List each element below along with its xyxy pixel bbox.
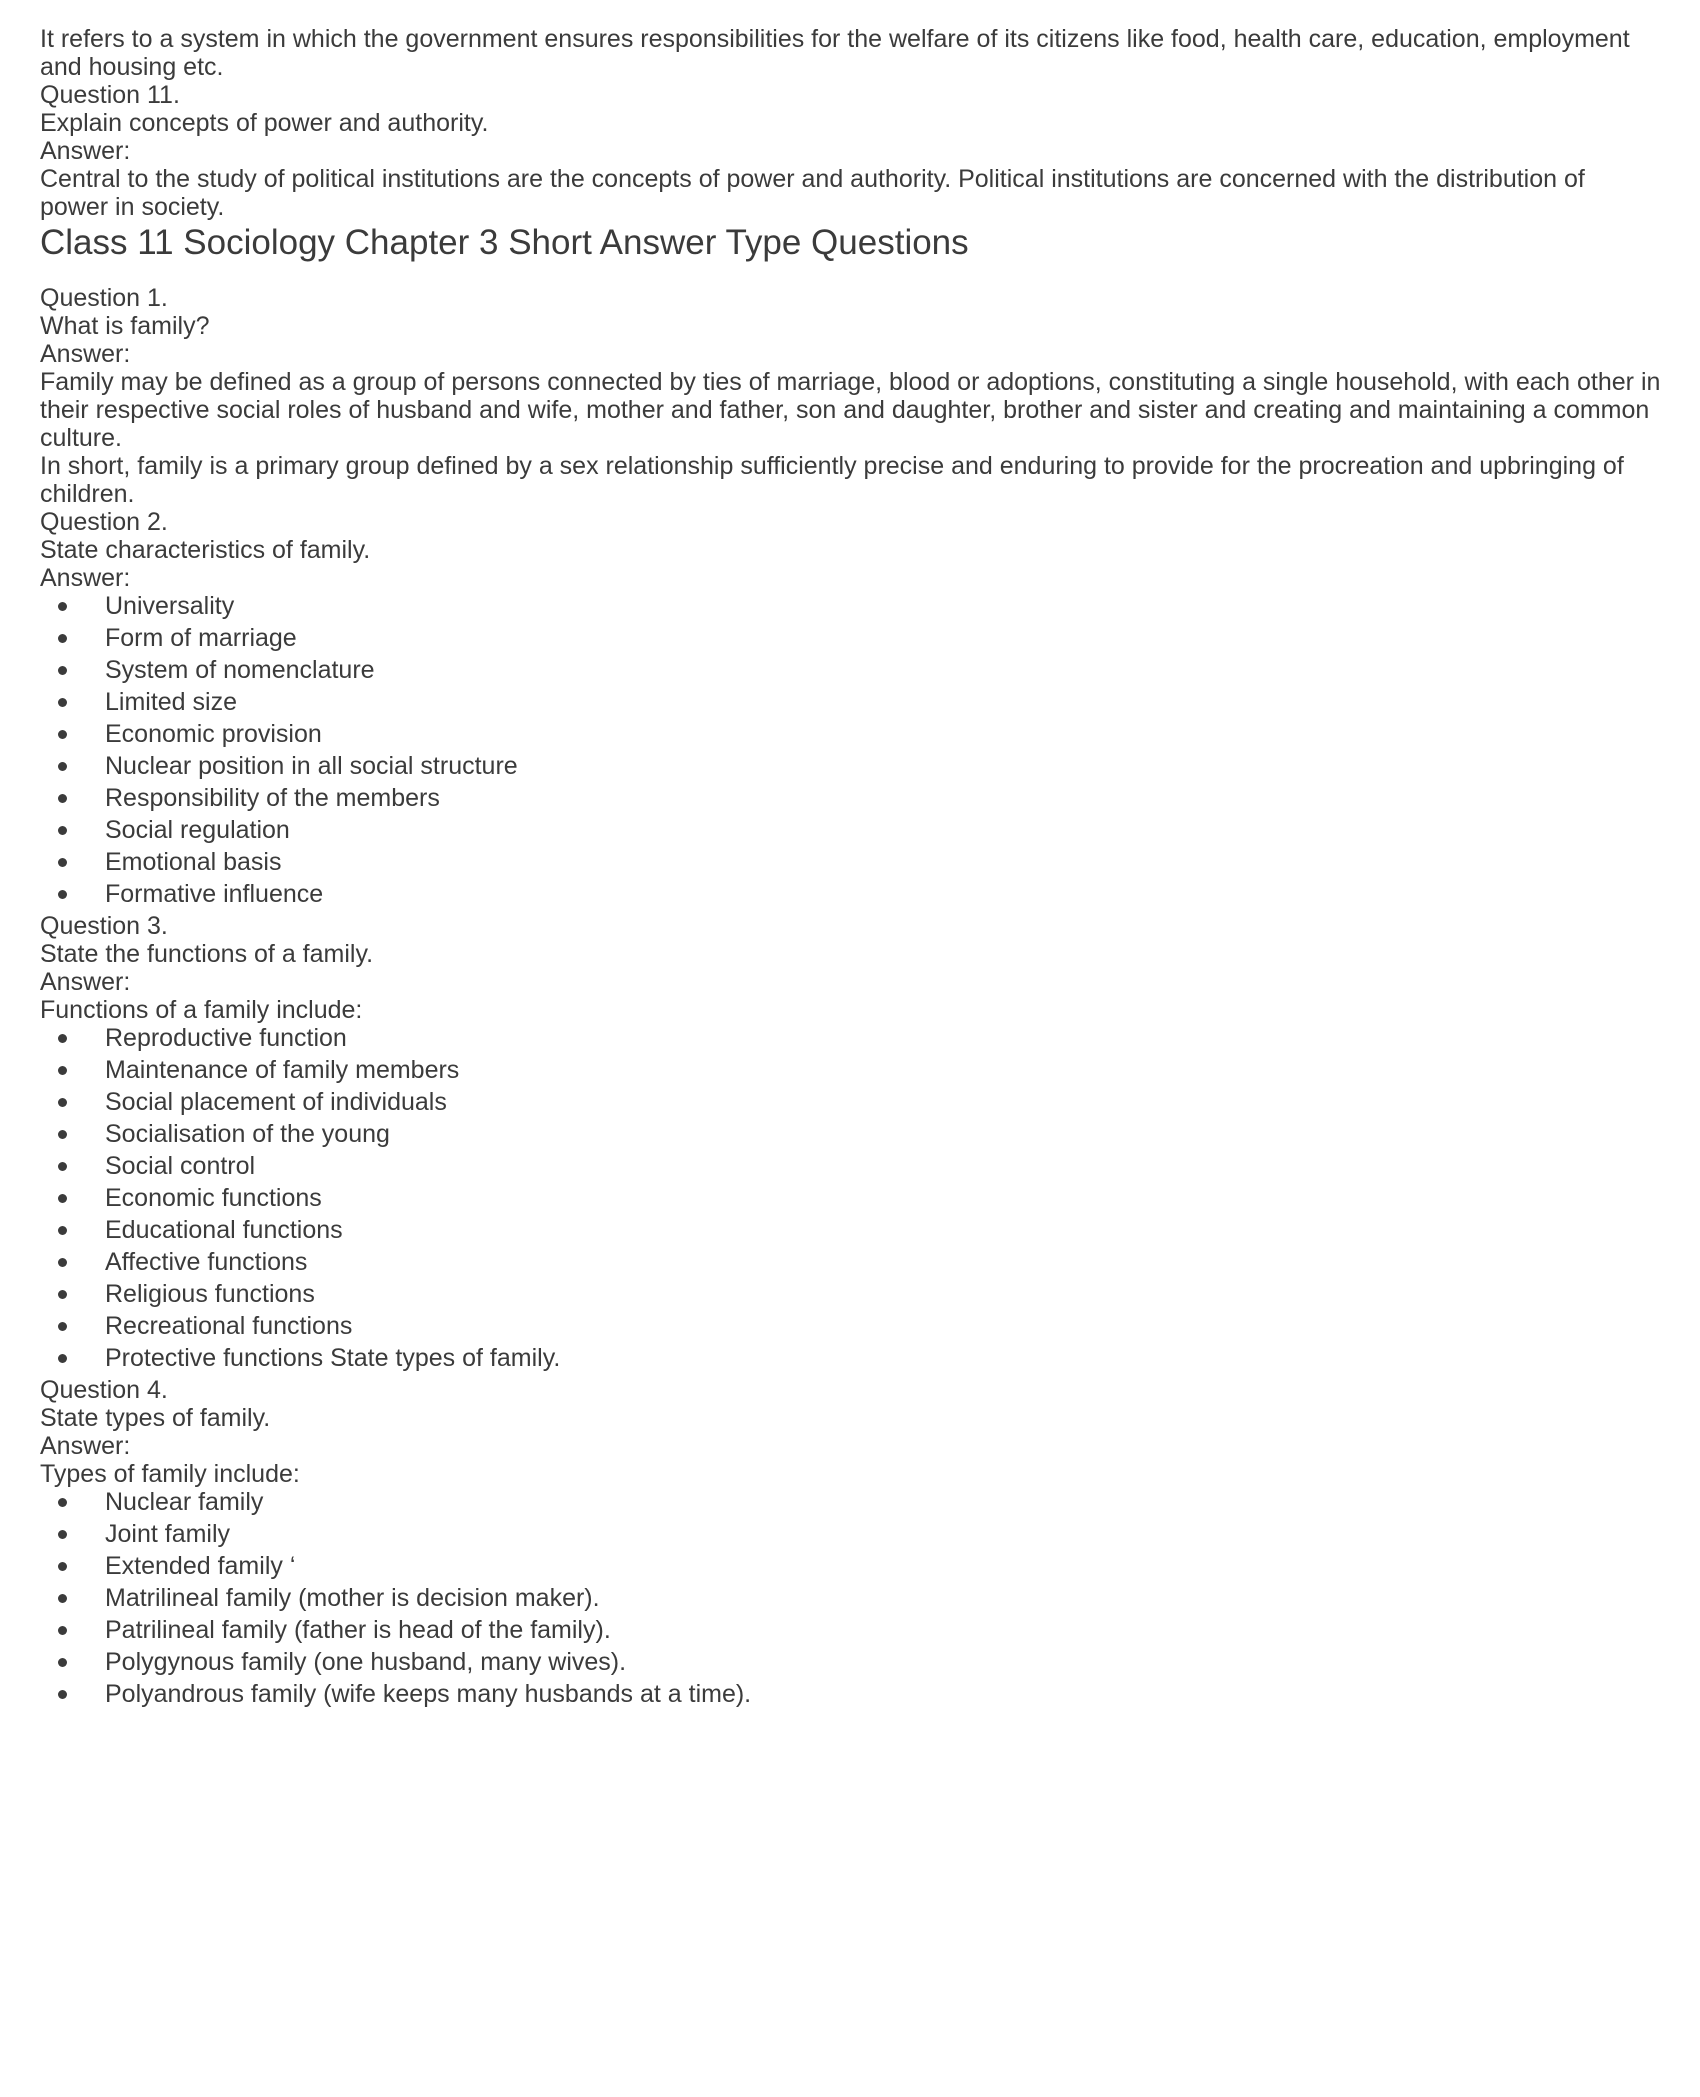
question-block-3 [40, 912, 1660, 1024]
list-item: Recreational functions [40, 1312, 1660, 1340]
bullet-list-family-types [40, 1488, 1660, 1708]
question-text: Explain concepts of power and authority. [40, 109, 489, 137]
list-item: Joint family [40, 1520, 1660, 1548]
answer-line: Functions of a family include: [40, 996, 363, 1024]
list-item: System of nomenclature [40, 656, 1660, 684]
list-item: Affective functions [40, 1248, 1660, 1276]
paragraph-welfare-definition [40, 25, 1660, 81]
question-text: State types of family. [40, 1404, 271, 1432]
list-item: Form of marriage [40, 624, 1660, 652]
answer-line: Family may be defined as a group of persons connected by ties of marriage, blood or adoptions, constituting a single household, with each other in [40, 368, 1661, 396]
list-item: Economic functions [40, 1184, 1660, 1212]
answer-label: Answer: [40, 137, 131, 165]
list-item: Formative influence [40, 880, 1660, 908]
question-text: State the functions of a family. [40, 940, 374, 968]
list-item: Reproductive function [40, 1024, 1660, 1052]
list-item: Nuclear family [40, 1488, 1660, 1516]
list-item: Socialisation of the young [40, 1120, 1660, 1148]
answer-line: culture. [40, 424, 122, 452]
question-label: Question 3. [40, 912, 168, 940]
list-item: Emotional basis [40, 848, 1660, 876]
answer-line: Central to the study of political institutions are the concepts of power and authority. Political institutions are concerned with the distribution of [40, 165, 1585, 193]
list-item: Limited size [40, 688, 1660, 716]
list-item: Educational functions [40, 1216, 1660, 1244]
list-item: Social placement of individuals [40, 1088, 1660, 1116]
list-item: Responsibility of the members [40, 784, 1660, 812]
question-label: Question 1. [40, 284, 168, 312]
question-label: Question 11. [40, 81, 180, 109]
answer-line: power in society. [40, 193, 225, 221]
question-block-4 [40, 1376, 1660, 1488]
list-item: Patrilineal family (father is head of the family). [40, 1616, 1660, 1644]
answer-line: In short, family is a primary group defined by a sex relationship sufficiently precise and enduring to provide for the procreation and upbringing of [40, 452, 1624, 480]
question-block-11 [40, 81, 1660, 221]
answer-label: Answer: [40, 968, 131, 996]
list-item: Social control [40, 1152, 1660, 1180]
list-item: Social regulation [40, 816, 1660, 844]
question-block-2 [40, 508, 1660, 592]
question-text: What is family? [40, 312, 210, 340]
answer-line: children. [40, 480, 135, 508]
question-label: Question 4. [40, 1376, 168, 1404]
list-item: Protective functions State types of family. [40, 1344, 1660, 1372]
bullet-list-family-functions [40, 1024, 1660, 1372]
list-item: Religious functions [40, 1280, 1660, 1308]
list-item: Universality [40, 592, 1660, 620]
list-item: Maintenance of family members [40, 1056, 1660, 1084]
list-item: Economic provision [40, 720, 1660, 748]
section-heading: Class 11 Sociology Chapter 3 Short Answer Type Questions [40, 223, 969, 262]
list-item: Polygynous family (one husband, many wives). [40, 1648, 1660, 1676]
question-text: State characteristics of family. [40, 536, 371, 564]
text-line: It refers to a system in which the government ensures responsibilities for the welfare of its citizens like food, health care, education, employment [40, 25, 1630, 53]
question-block-1 [40, 284, 1660, 508]
text-line: and housing etc. [40, 53, 224, 81]
answer-label: Answer: [40, 564, 131, 592]
answer-line: their respective social roles of husband and wife, mother and father, son and daughter, brother and sister and creating and maintaining a common [40, 396, 1650, 424]
list-item: Matrilineal family (mother is decision maker). [40, 1584, 1660, 1612]
list-item: Extended family ‘ [40, 1552, 1660, 1580]
list-item: Polyandrous family (wife keeps many husbands at a time). [40, 1680, 1660, 1708]
list-item: Nuclear position in all social structure [40, 752, 1660, 780]
bullet-list-family-characteristics [40, 592, 1660, 908]
question-label: Question 2. [40, 508, 168, 536]
answer-line: Types of family include: [40, 1460, 300, 1488]
answer-label: Answer: [40, 340, 131, 368]
answer-label: Answer: [40, 1432, 131, 1460]
